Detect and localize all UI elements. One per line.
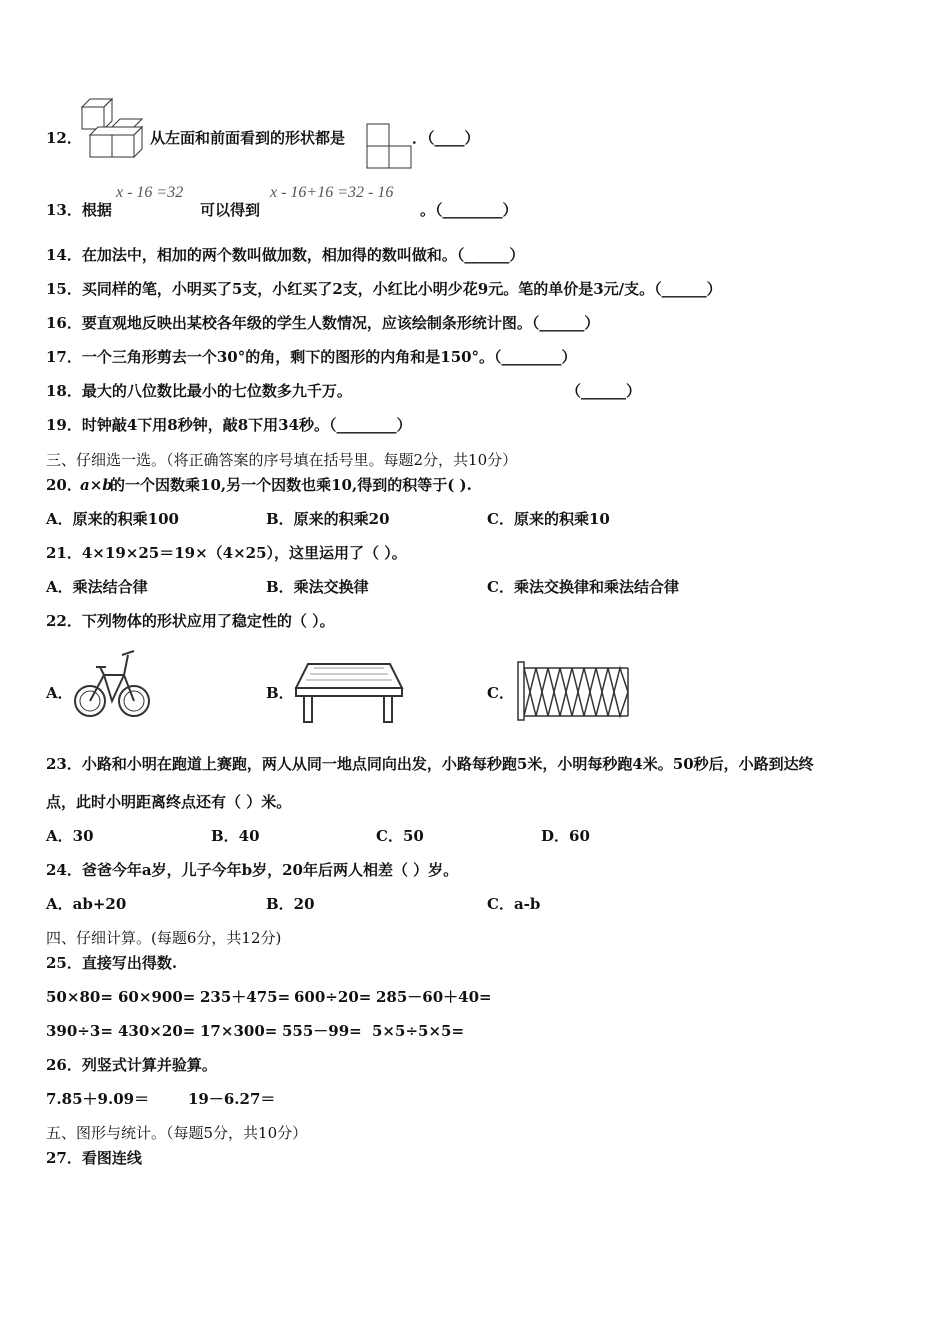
table-image: [292, 660, 406, 724]
q25-text: 25．直接写出得数.: [46, 954, 178, 972]
q13-mid: 可以得到: [200, 201, 261, 219]
q23-line-1: 23．小路和小明在跑道上赛跑，两人从同一地点同向出发，小路每秒跑5米，小明每秒跑4米。50秒后，小路到达终: [46, 755, 814, 773]
q21-option-b: B．乘法交换律: [266, 578, 369, 596]
q25-calc: 235＋475=: [200, 988, 291, 1006]
cube-stack-figure: [76, 97, 150, 171]
q24-text: 24．爸爸今年a岁，儿子今年b岁，20年后两人相差（ ）岁。: [46, 861, 459, 879]
q14: 14．在加法中，相加的两个数叫做加数，相加得的数叫做和。（______）: [46, 246, 525, 264]
q26-item: 19－6.27＝: [188, 1090, 276, 1108]
q13-tail: 。（________）: [420, 201, 518, 219]
q25-calc: 600÷20=: [294, 988, 372, 1006]
expandable-gate-image: [516, 660, 636, 722]
q23-option-c: C．50: [376, 827, 424, 845]
q20-option-b: B．原来的积乘20: [266, 510, 390, 528]
q26-item: 7.85＋9.09＝: [46, 1090, 150, 1108]
q20-text: 的一个因数乘10,另一个因数也乘10,得到的积等于( ).: [110, 476, 472, 494]
q12-tail: ．（____）: [412, 129, 480, 147]
q23-option-b: B．40: [211, 827, 260, 845]
q20-variable: a×b: [80, 476, 113, 494]
q18-blank: （______）: [566, 382, 642, 400]
q12-number: 12．: [46, 129, 82, 147]
shape-view-figure: [366, 123, 414, 169]
q25-calc: 285－60＋40=: [376, 988, 492, 1006]
q21-option-a: A．乘法结合律: [46, 578, 148, 596]
section-4-heading: 四、仔细计算。(每题6分，共12分): [46, 929, 282, 947]
q26-text: 26．列竖式计算并验算。: [46, 1056, 217, 1074]
q24-option-b: B．20: [266, 895, 315, 913]
q25-calc: 50×80=: [46, 988, 113, 1006]
q12-text: 从左面和前面看到的形状都是: [150, 129, 346, 147]
q27-text: 27．看图连线: [46, 1149, 142, 1167]
q24-option-c: C．a-b: [487, 895, 541, 913]
q24-option-a: A．ab+20: [46, 895, 127, 913]
q25-calc: 390÷3=: [46, 1022, 113, 1040]
q25-calc: 430×20=: [118, 1022, 196, 1040]
q13-equation-1: x - 16 =32: [116, 184, 184, 201]
bicycle-image: [74, 645, 150, 723]
q16: 16．要直观地反映出某校各年级的学生人数情况，应该绘制条形统计图。（______）: [46, 314, 600, 332]
q17: 17．一个三角形剪去一个30°的角，剩下的图形的内角和是150°。（________）: [46, 348, 577, 366]
q13-equation-2: x - 16+16 =32 - 16: [270, 184, 394, 201]
q25-calc: 5×5÷5×5=: [372, 1022, 465, 1040]
q23-line-2: 点，此时小明距离终点还有（ ）米。: [46, 793, 292, 811]
q21-text: 21．4×19×25＝19×（4×25），这里运用了（ ）。: [46, 544, 407, 562]
q23-option-a: A．30: [46, 827, 94, 845]
q22-option-c: C．: [487, 684, 514, 702]
q13-number: 13．根据: [46, 201, 112, 219]
q19: 19．时钟敲4下用8秒钟，敲8下用34秒。（________）: [46, 416, 412, 434]
q23-option-d: D．60: [541, 827, 590, 845]
q20-option-a: A．原来的积乘100: [46, 510, 179, 528]
q15: 15．买同样的笔，小明买了5支，小红买了2支，小红比小明少花9元。笔的单价是3元/支。（______）: [46, 280, 722, 298]
q20-number: 20．: [46, 476, 82, 494]
q18-text: 18．最大的八位数比最小的七位数多九千万。: [46, 382, 352, 400]
q22-text: 22．下列物体的形状应用了稳定性的（ ）。: [46, 612, 335, 630]
q25-calc: 17×300=: [200, 1022, 278, 1040]
q25-calc: 60×900=: [118, 988, 196, 1006]
section-3-heading: 三、仔细选一选。（将正确答案的序号填在括号里。每题2分，共10分）: [46, 451, 518, 469]
q25-calc: 555－99=: [282, 1022, 362, 1040]
section-5-heading: 五、图形与统计。（每题5分，共10分）: [46, 1124, 308, 1142]
q22-option-b: B．: [266, 684, 294, 702]
q20-option-c: C．原来的积乘10: [487, 510, 610, 528]
q22-option-a: A．: [46, 684, 73, 702]
q21-option-c: C．乘法交换律和乘法结合律: [487, 578, 679, 596]
